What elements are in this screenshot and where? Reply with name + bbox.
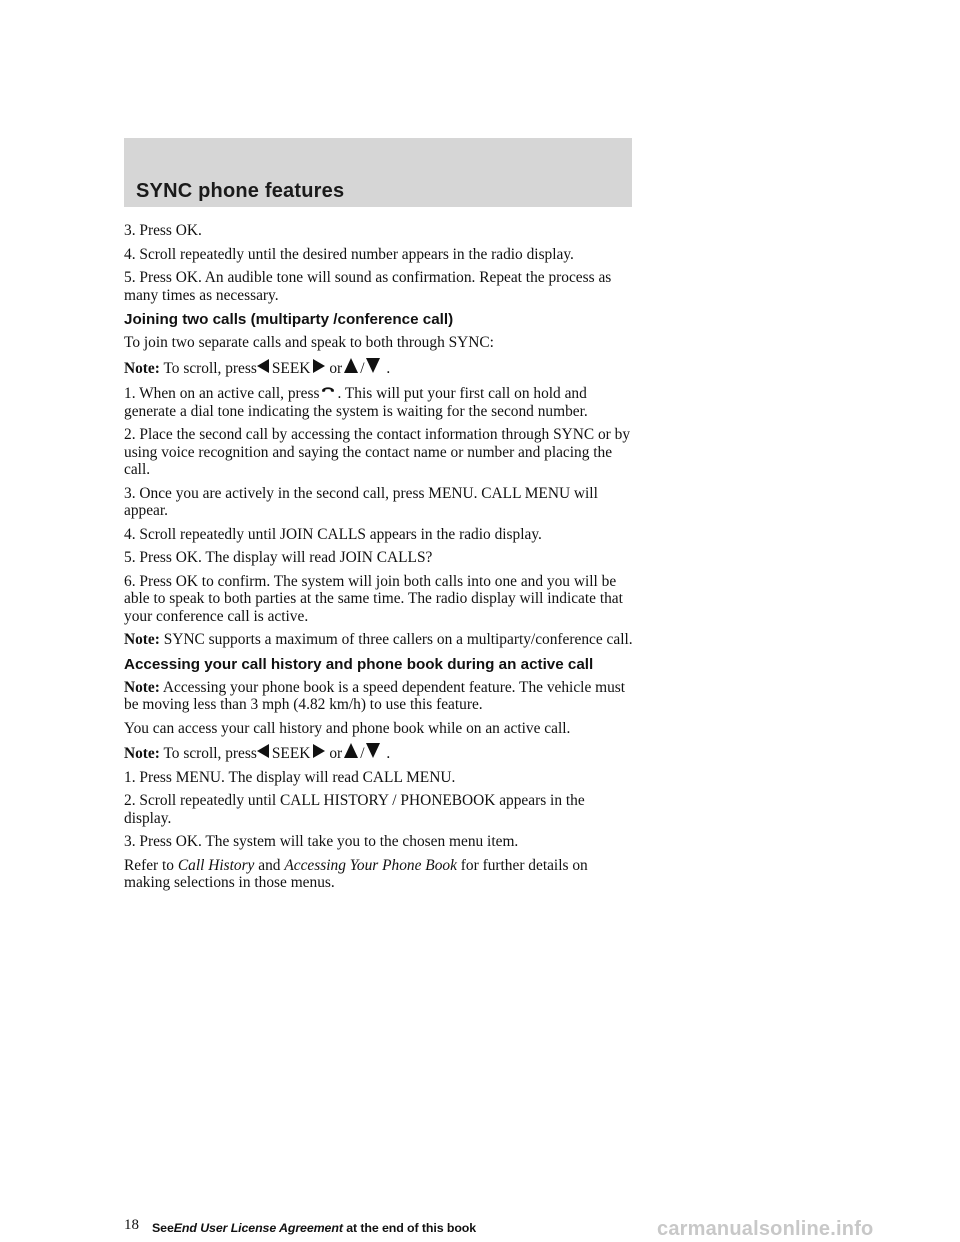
history-step-3: 3. Press OK. The system will take you to the chosen menu item.	[124, 833, 519, 850]
arrow-down-icon	[366, 358, 380, 373]
max-callers-note	[124, 631, 634, 649]
period: .	[386, 745, 391, 762]
seek-right-icon	[313, 359, 325, 373]
seek-left-icon	[257, 744, 269, 758]
scroll-text: To scroll, press	[163, 359, 257, 377]
history-step-2: 2. Scroll repeatedly until CALL HISTORY / PHONEBOOK appears in the display.	[124, 792, 585, 827]
section-header-band	[124, 138, 632, 207]
or-label: or	[329, 359, 343, 377]
heading-call-history: Accessing your call history and phone book during an active call	[124, 655, 594, 673]
step-3-press-ok: 3. Press OK.	[124, 222, 202, 239]
join-step-5: 5. Press OK. The display will read JOIN CALLS?	[124, 549, 433, 566]
max-callers-text: SYNC supports a maximum of three callers on a multiparty/conference call.	[163, 631, 633, 648]
join-step-4: 4. Scroll repeatedly until JOIN CALLS appears in the radio display.	[124, 525, 542, 543]
note-label: Note:	[124, 678, 160, 696]
arrow-up-icon	[344, 358, 358, 373]
slash-label: /	[360, 359, 365, 377]
manual-content	[124, 222, 634, 898]
call-history-reference: Call History	[177, 856, 255, 874]
join-step-3: 3. Once you are actively in the second call, press MENU. CALL MENU will appear.	[124, 484, 598, 519]
refer-pre: Refer to	[124, 856, 174, 874]
footer-note	[152, 1221, 476, 1235]
history-step-1: 1. Press MENU. The display will read CALL MENU.	[124, 768, 456, 786]
note-label: Note:	[124, 631, 160, 648]
note-label: Note:	[124, 745, 160, 762]
speed-dependent-text: Accessing your phone book is a speed dependent feature. The vehicle must be moving less than 3 mph (4.82 km/h) to use this feature.	[124, 678, 626, 713]
speed-dependent-note	[124, 679, 634, 714]
arrow-down-icon	[366, 743, 380, 758]
heading-joining-calls: Joining two calls (multiparty /conference call)	[124, 311, 454, 328]
section-title: SYNC phone features	[136, 180, 345, 202]
scroll-note-2	[124, 743, 634, 763]
joining-intro: To join two separate calls and speak to both through SYNC:	[124, 334, 494, 351]
join-step-6: 6. Press OK to confirm. The system will join both calls into one and you will be able to speak to both parties at the same time. The radio display will indicate that your conference call is active.	[124, 572, 623, 625]
period: .	[386, 359, 391, 377]
arrow-up-icon	[344, 743, 358, 758]
refer-post: for further details on making selections in those menus.	[124, 856, 588, 891]
watermark-text: carmanualsonline.info	[657, 1218, 874, 1240]
footer-agreement: End User License Agreement	[173, 1221, 343, 1235]
seek-label: SEEK	[271, 745, 311, 762]
step-5-press-ok-tone: 5. Press OK. An audible tone will sound as confirmation. Repeat the process as many times as necessary.	[124, 269, 612, 304]
history-intro: You can access your call history and phone book while on an active call.	[124, 719, 571, 737]
refer-paragraph	[124, 857, 634, 892]
join-step-1	[124, 383, 634, 420]
step-4-scroll: 4. Scroll repeatedly until the desired number appears in the radio display.	[124, 245, 574, 263]
scroll-text: To scroll, press	[163, 745, 257, 762]
footer-rest: at the end of this book	[346, 1221, 477, 1235]
seek-label: SEEK	[271, 359, 311, 377]
scroll-note-1	[124, 358, 634, 378]
phone-icon	[321, 383, 335, 401]
footer-see: See	[152, 1221, 174, 1235]
join-step-1-pre: 1. When on an active call, press	[124, 385, 320, 402]
slash-label: /	[360, 745, 365, 762]
or-label: or	[329, 745, 343, 762]
seek-left-icon	[257, 359, 269, 373]
seek-right-icon	[313, 744, 325, 758]
join-step-1-post: . This will put your first call on hold and generate a dial tone indicating the system is waiting for the second number.	[124, 385, 588, 420]
join-step-2: 2. Place the second call by accessing the contact information through SYNC or by using voice recognition and saying the contact name or number and placing the call.	[124, 426, 631, 478]
note-label: Note:	[124, 359, 160, 377]
refer-and: and	[258, 856, 281, 874]
page-number: 18	[124, 1217, 139, 1233]
phone-book-reference: Accessing Your Phone Book	[284, 856, 457, 874]
